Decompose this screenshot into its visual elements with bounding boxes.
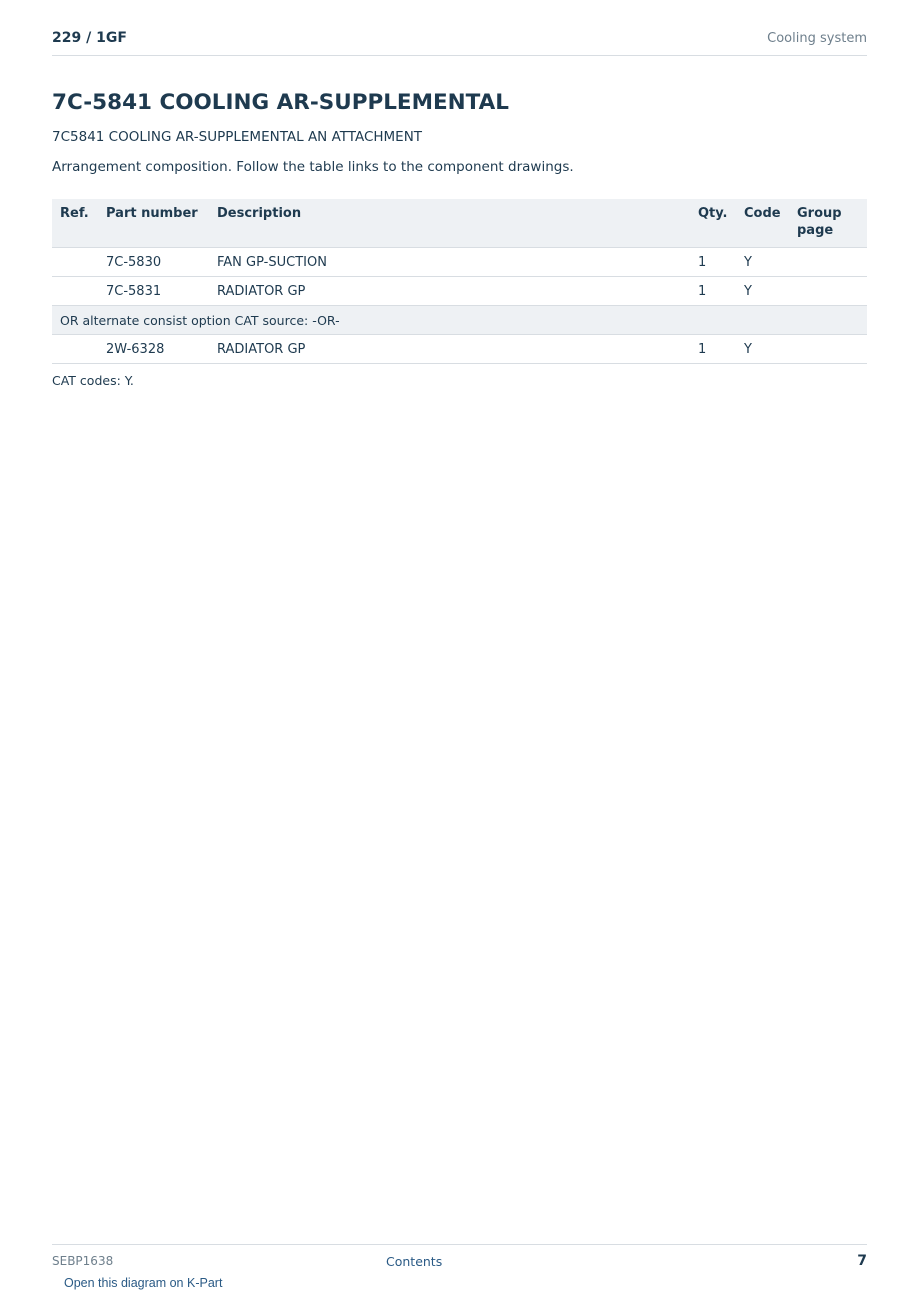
cell-part-number: 2W-6328 [98, 335, 209, 364]
header-part-number: Part number [98, 199, 209, 248]
table-row [52, 335, 867, 364]
cell-code: Y [736, 277, 789, 306]
header-qty: Qty. [690, 199, 736, 248]
cell-ref [52, 277, 98, 306]
page-subtitle: 7C5841 COOLING AR-SUPPLEMENTAL AN ATTACHMENT [52, 129, 423, 145]
cell-code: Y [736, 248, 789, 277]
page-header [52, 28, 867, 56]
cell-part-number: 7C-5830 [98, 248, 209, 277]
table-row [52, 277, 867, 306]
page-footer [52, 1244, 867, 1275]
cell-description: FAN GP-SUCTION [209, 248, 690, 277]
header-code: Code [736, 199, 789, 248]
page-number: 7 [857, 1253, 867, 1269]
cell-description: RADIATOR GP [209, 335, 690, 364]
cat-codes: CAT codes: Y. [52, 373, 134, 388]
cell-code: Y [736, 335, 789, 364]
section-label: Cooling system [767, 31, 867, 46]
parts-table [52, 199, 867, 364]
page-title: 7C-5841 COOLING AR-SUPPLEMENTAL [52, 90, 510, 115]
kpart-link[interactable]: Open this diagram on K-Part [64, 1276, 223, 1290]
cell-qty: 1 [690, 248, 736, 277]
doc-id: SEBP1638 [52, 1254, 114, 1268]
cell-group-page [789, 277, 867, 306]
cell-part-number: 7C-5831 [98, 277, 209, 306]
cell-description: RADIATOR GP [209, 277, 690, 306]
intro-text: Arrangement composition. Follow the table links to the component drawings. [52, 159, 574, 175]
cell-ref [52, 335, 98, 364]
cell-qty: 1 [690, 277, 736, 306]
cell-group-page [789, 335, 867, 364]
cell-ref [52, 248, 98, 277]
table-row [52, 248, 867, 277]
header-group-page: Group page [789, 199, 867, 248]
contents-link[interactable]: Contents [386, 1254, 443, 1269]
header-description: Description [209, 199, 690, 248]
alternate-note-row [52, 306, 867, 335]
header-ref: Ref. [52, 199, 98, 248]
alternate-note: OR alternate consist option CAT source: -OR- [52, 306, 867, 335]
cell-qty: 1 [690, 335, 736, 364]
model-label: 229 / 1GF [52, 30, 127, 46]
cell-group-page [789, 248, 867, 277]
table-header-row [52, 199, 867, 248]
